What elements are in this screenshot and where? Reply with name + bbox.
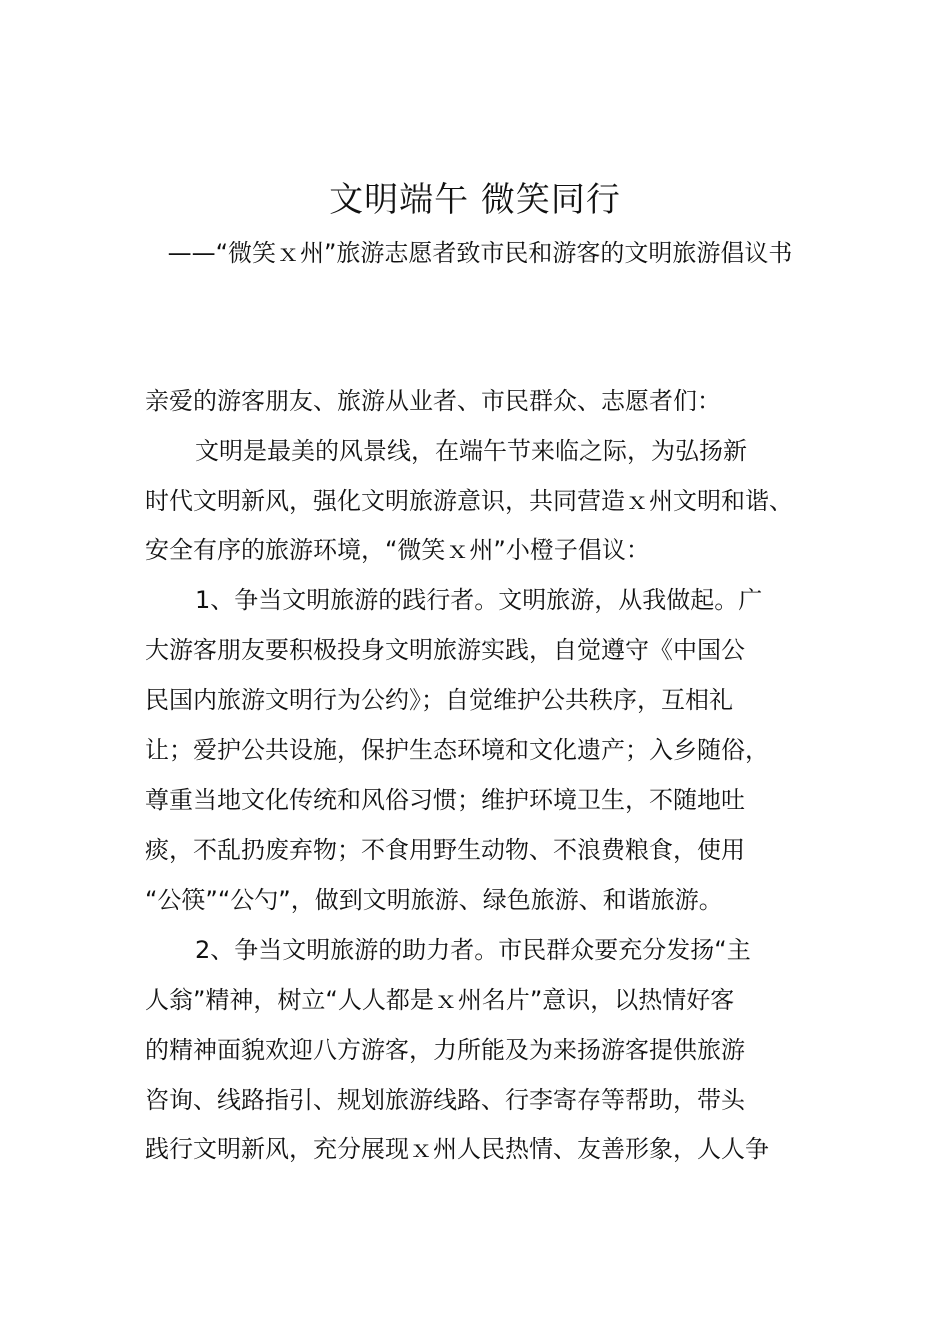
document-title: 文明端午 微笑同行 xyxy=(329,180,621,220)
paragraph-line: 咨询、线路指引、规划旅游线路、行李寄存等帮助，带头 xyxy=(145,1086,745,1114)
paragraph-line: 文明是最美的风景线，在端午节来临之际，为弘扬新 xyxy=(195,437,747,465)
paragraph-line: 让；爱护公共设施，保护生态环境和文化遗产；入乡随俗， xyxy=(145,736,769,764)
document-subtitle: ——“微笑ｘ州”旅游志愿者致市民和游客的文明旅游倡议书 xyxy=(167,239,793,267)
paragraph-line: 尊重当地文化传统和风俗习惯；维护环境卫生，不随地吐 xyxy=(145,786,745,814)
paragraph-line: 的精神面貌欢迎八方游客，力所能及为来扬游客提供旅游 xyxy=(145,1036,745,1064)
paragraph-line: 安全有序的旅游环境，“微笑ｘ州”小橙子倡议： xyxy=(145,536,650,564)
paragraph-line: 人翁”精神，树立“人人都是ｘ州名片”意识，以热情好客 xyxy=(145,986,735,1014)
paragraph-line: 时代文明新风，强化文明旅游意识，共同营造ｘ州文明和谐、 xyxy=(145,487,793,515)
paragraph-line: 民国内旅游文明行为公约》；自觉维护公共秩序，互相礼 xyxy=(145,686,733,714)
paragraph-line: 2、争当文明旅游的助力者。市民群众要充分发扬“主 xyxy=(195,936,751,964)
paragraph-line: 大游客朋友要积极投身文明旅游实践，自觉遵守《中国公 xyxy=(145,636,745,664)
paragraph-line: 痰，不乱扔废弃物；不食用野生动物、不浪费粮食，使用 xyxy=(145,836,745,864)
paragraph-line: 践行文明新风，充分展现ｘ州人民热情、友善形象，人人争 xyxy=(145,1135,769,1163)
salutation: 亲爱的游客朋友、旅游从业者、市民群众、志愿者们： xyxy=(145,387,721,415)
paragraph-line: 1、争当文明旅游的践行者。文明旅游，从我做起。广 xyxy=(195,586,763,614)
paragraph-line: “公筷”“公勺”，做到文明旅游、绿色旅游、和谐旅游。 xyxy=(145,886,723,914)
